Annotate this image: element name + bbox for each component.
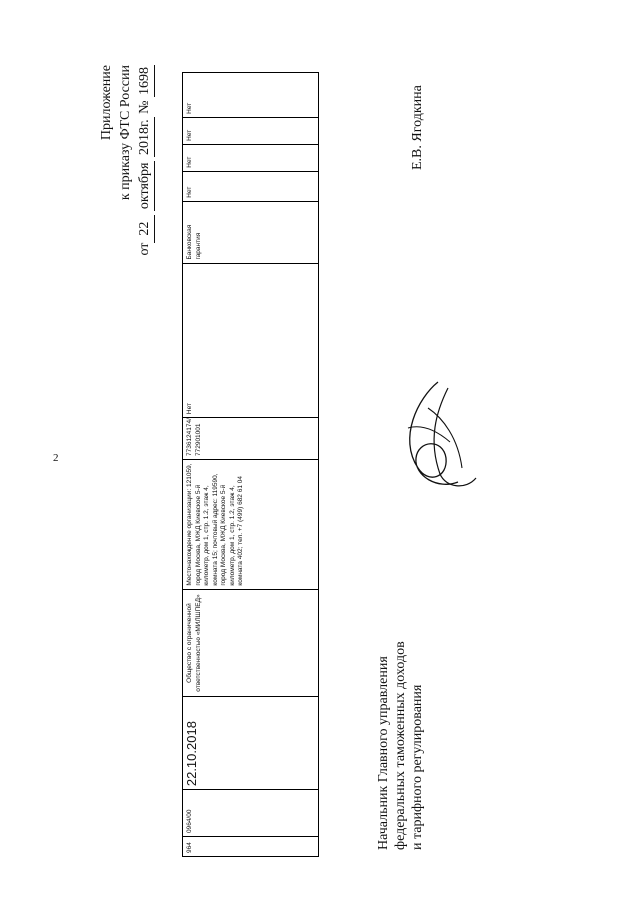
- cell-date: [183, 696, 318, 789]
- appendix-header: [97, 65, 155, 295]
- cell-inn-kpp: 7736124174/ 772901001: [183, 417, 318, 459]
- handwritten-signature: [388, 378, 480, 496]
- order-month: октября: [135, 161, 155, 212]
- appendix-title: Приложение: [99, 65, 114, 141]
- cell-flag-4: Нет: [186, 102, 193, 114]
- cell-guarantee: Банковская гарантия: [183, 201, 318, 263]
- order-date-number: [135, 65, 155, 295]
- date-prefix: от: [137, 242, 152, 256]
- signatory-position: [375, 641, 426, 850]
- cell-code: 0964/00: [183, 789, 318, 836]
- position-line-2: федеральных таможенных доходов: [393, 641, 408, 850]
- cell-flag-3: Нет: [183, 117, 318, 144]
- order-number: 1698: [135, 65, 155, 97]
- cell-flag-2: Нет: [183, 144, 318, 171]
- page-number: 2: [53, 452, 59, 464]
- cell-row-number: 964: [183, 836, 318, 856]
- signatory-name: Е.В. Ягодкина: [410, 85, 425, 170]
- cell-flag-1: Нет: [183, 171, 318, 201]
- number-prefix: №: [137, 100, 152, 114]
- position-line-3: и тарифного регулирования: [410, 684, 425, 850]
- date-value: 22.10.2018: [184, 721, 199, 787]
- position-line-1: Начальник Главного управления: [376, 656, 391, 850]
- cell-status: Нет: [183, 263, 318, 418]
- cell-location: Местонахождение организации: 121059, город Москва, МЖД Киевское 5-й километр, дом 1, стр. 1.2, этаж 4, комната 15; почтовый адрес: 119590, город Москва, МЖД Киевское 5-й километр, дом 1, стр. 1.2, этаж 4, комната 402; тел. +7 (499) 682 61 04: [183, 459, 318, 589]
- cell-org-name: Общество с ограниченной ответственностью «МИЛШПЕД»: [183, 589, 318, 697]
- order-reference: к приказу ФТС России: [118, 65, 133, 201]
- registry-table: [182, 72, 319, 857]
- order-year: 2018г.: [135, 117, 155, 157]
- order-day: 22: [135, 215, 155, 243]
